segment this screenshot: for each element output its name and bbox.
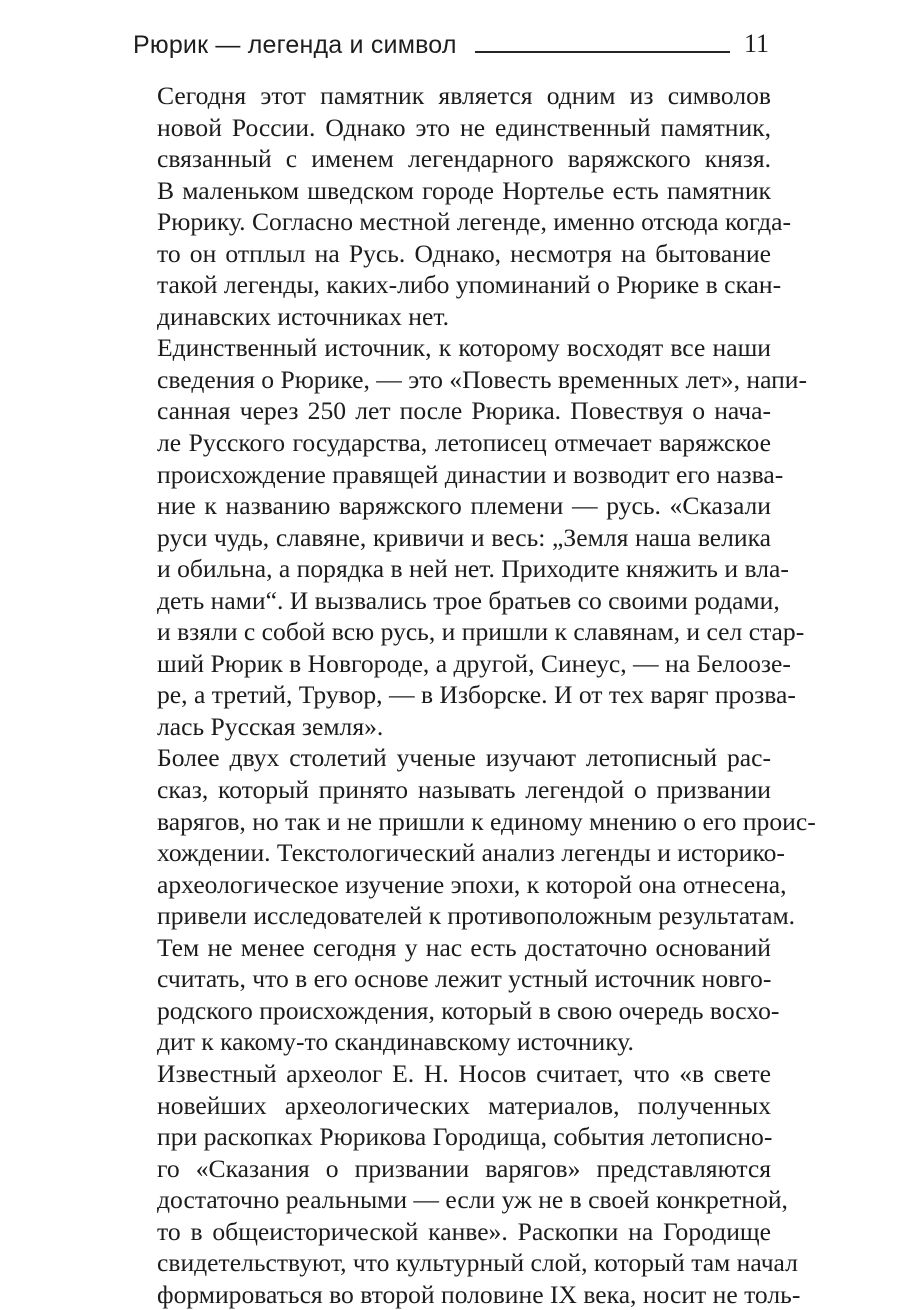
text-line: и обильна, а порядка в ней нет. Приходите княжить и вла-: [157, 554, 789, 584]
text-line: свидетельствуют, что культурный слой, который там начал: [157, 1248, 798, 1278]
text-line: ший Рюрик в Новгороде, а другой, Синеус, — на Белоозе-: [157, 648, 791, 678]
text-line: деть нами“. И вызвались трое братьев со своими родами,: [157, 585, 780, 615]
text-line: связанный с именем легендарного варяжского князя.: [157, 144, 771, 174]
text-line: то он отплыл на Русь. Однако, несмотря на бытование: [157, 238, 771, 268]
text-line: археологическое изучение эпохи, к которой она отнесена,: [157, 869, 787, 899]
paragraph: [131, 742, 816, 1057]
text-line: дит к какому-то скандинавскому источнику.: [157, 1027, 634, 1057]
text-line: Более двух столетий ученые изучают летописный рас-: [157, 743, 771, 773]
text-line: варягов, но так и не пришли к единому мнению о его проис-: [157, 806, 816, 836]
running-title: Рюрик — легенда и символ: [133, 31, 457, 59]
text-line: сказ, который принято называть легендой о призвании: [157, 775, 771, 805]
text-line: то в общеисторической канве». Раскопки на Городище: [157, 1216, 771, 1246]
text-line: руси чудь, славяне, кривичи и весь: „Земля наша велика: [157, 522, 771, 552]
text-line: Известный археолог Е. Н. Носов считает, что «в свете: [157, 1058, 771, 1088]
text-line: го «Сказания о призвании варягов» представляются: [157, 1153, 771, 1183]
paragraph: [131, 80, 792, 332]
running-head: [133, 28, 769, 62]
text-line: Единственный источник, к которому восходят все наши: [157, 333, 771, 363]
text-line: формироваться во второй половине IX века, носит не толь-: [157, 1279, 801, 1309]
paragraph: [131, 1058, 801, 1310]
text-line: Сегодня этот памятник является одним из символов: [157, 81, 771, 110]
text-line: ле Русского государства, летописец отмечает варяжское: [157, 428, 771, 458]
text-line: новой России. Однако это не единственный памятник,: [157, 112, 771, 142]
text-line: достаточно реальными — если уж не в своей конкретной,: [157, 1185, 788, 1215]
text-line: такой легенды, каких-либо упоминаний о Рюрике в скан-: [157, 270, 782, 300]
text-line: ре, а третий, Трувор, — в Изборске. И от тех варяг прозва-: [157, 680, 796, 710]
text-line: динавских источниках нет.: [157, 301, 450, 331]
paragraph: [131, 332, 808, 742]
text-line: происхождение правящей династии и возводит его назва-: [157, 459, 784, 489]
page-number: 11: [743, 29, 769, 58]
text-line: ние к названию варяжского племени — русь. «Сказали: [157, 491, 771, 521]
header-rule: [475, 51, 730, 53]
text-line: считать, что в его основе лежит устный источник новго-: [157, 964, 772, 994]
text-line: Рюрику. Согласно местной легенде, именно отсюда когда-: [157, 207, 792, 237]
body-text: [131, 80, 816, 1310]
text-line: В маленьком шведском городе Нортелье есть памятник: [157, 175, 771, 205]
text-line: сведения о Рюрике, — это «Повесть временных лет», напи-: [157, 364, 808, 394]
text-line: санная через 250 лет после Рюрика. Повествуя о нача-: [157, 396, 771, 426]
text-line: Тем не менее сегодня у нас есть достаточно оснований: [157, 932, 771, 962]
text-line: при раскопках Рюрикова Городища, события летописно-: [157, 1122, 773, 1152]
text-line: и взяли с собой всю русь, и пришли к славянам, и сел стар-: [157, 617, 805, 647]
text-line: лась Русская земля».: [157, 711, 384, 741]
text-line: новейших археологических материалов, полученных: [157, 1090, 771, 1120]
text-line: родского происхождения, который в свою очередь восхо-: [157, 995, 780, 1025]
text-line: привели исследователей к противоположным результатам.: [157, 901, 796, 931]
text-line: хождении. Текстологический анализ легенды и историко-: [157, 838, 785, 868]
